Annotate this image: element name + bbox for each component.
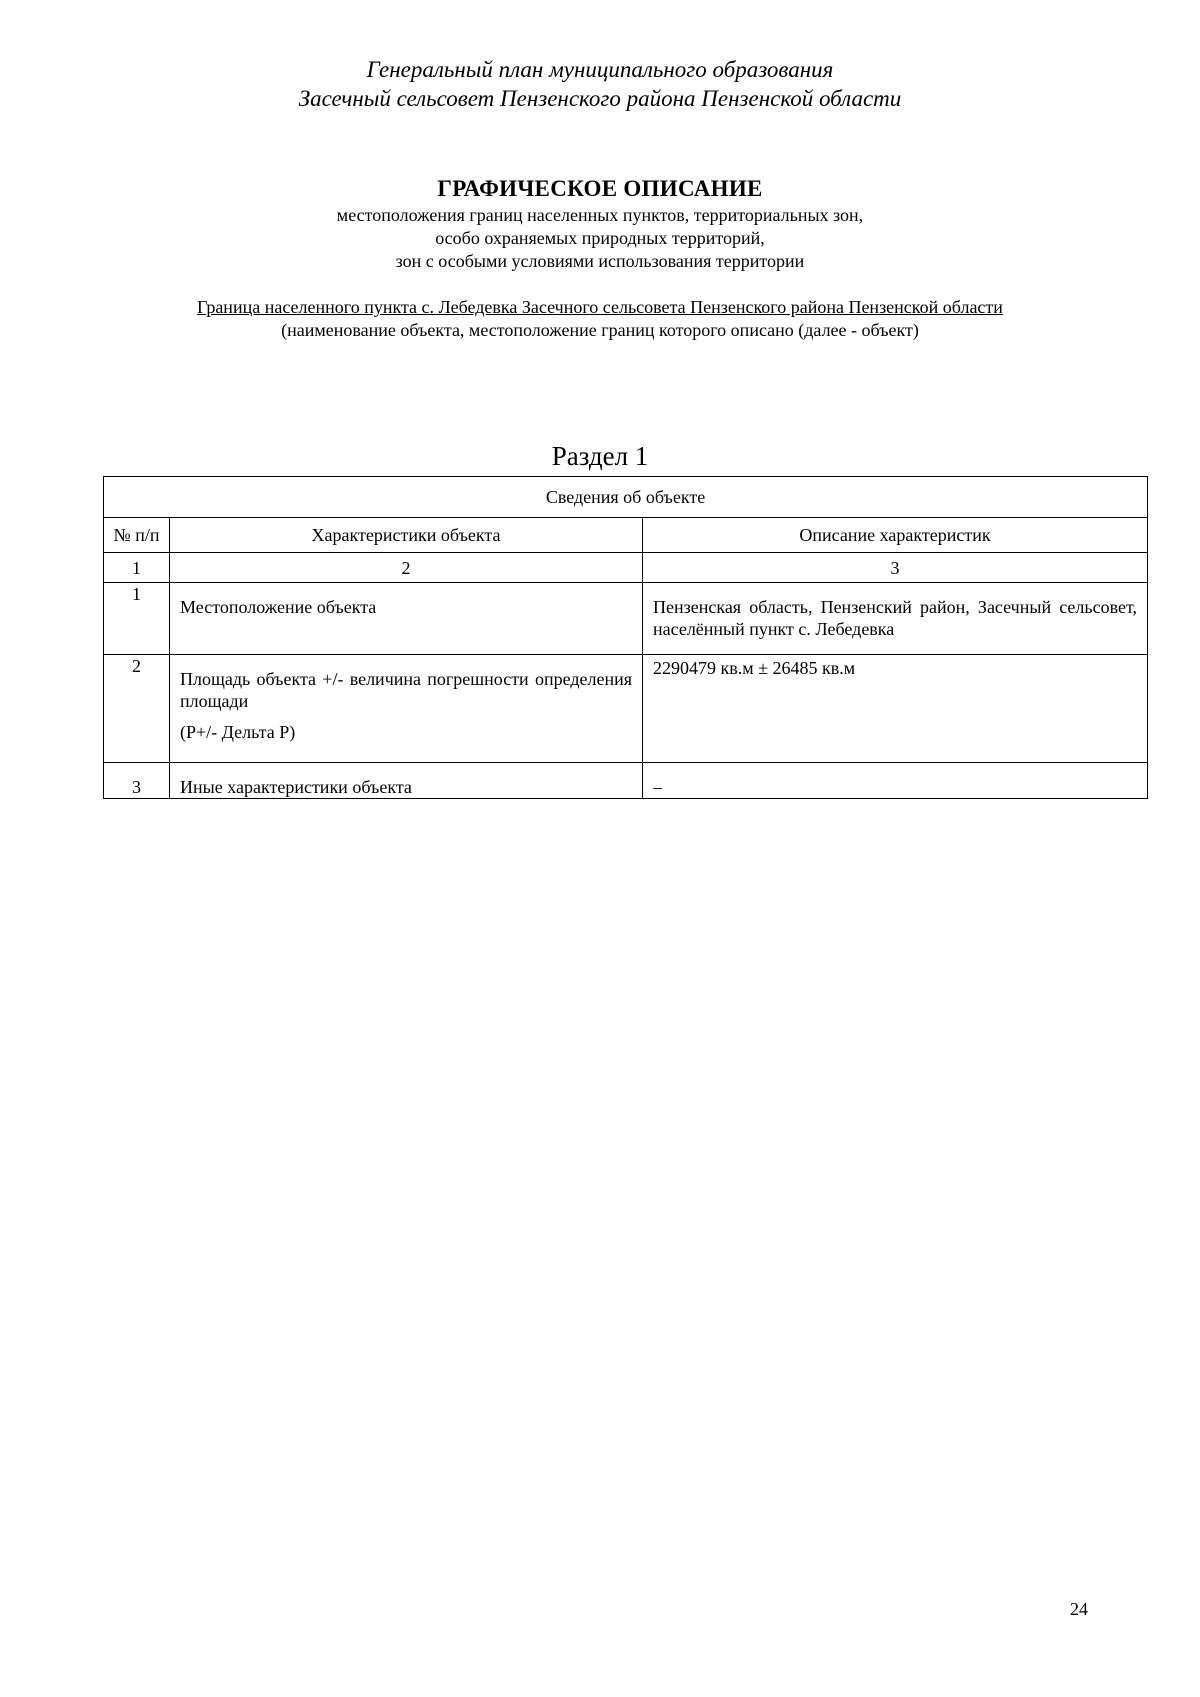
row-number-cell: 2 [104,655,170,763]
column-number-cell: 3 [643,553,1148,583]
row-characteristic-cell [170,583,643,655]
row-characteristic-extra: (Р+/- Дельта Р) [180,722,296,742]
object-block [0,296,1200,342]
row-characteristic-text: Площадь объекта +/- величина погрешности определения площади [180,669,632,711]
object-name: Граница населенного пункта с. Лебедевка Засечного сельсовета Пензенского района Пензенской области [197,297,1003,317]
row-characteristic-cell [170,763,643,799]
row-characteristic-text: Местоположение объекта [180,597,377,617]
subtitle-line-1: местоположения границ населенных пунктов, территориальных зон, [336,205,864,225]
header-line-1: Генеральный план муниципального образования [366,57,834,82]
header-cell-characteristic: Характеристики объекта [170,518,643,553]
document-subtitle [0,204,1200,273]
object-caption: (наименование объекта, местоположение границ которого описано (далее - объект) [281,320,919,340]
subtitle-line-2: особо охраняемых природных территорий, [435,228,765,248]
document-title: ГРАФИЧЕСКОЕ ОПИСАНИЕ [437,176,763,201]
header-line-2: Засечный сельсовет Пензенского района Пензенской области [298,86,902,111]
table-row [104,655,1148,763]
document-header [0,55,1200,113]
row-description-cell: Пензенская область, Пензенский район, Засечный сельсовет, населённый пункт с. Лебедевка [643,583,1148,655]
object-info-table [103,476,1148,799]
header-cell-number: № п/п [104,518,170,553]
table-header-row [104,518,1148,553]
row-description-cell: – [643,763,1148,799]
page-number: 24 [1070,1599,1088,1619]
column-number-row [104,553,1148,583]
column-number-cell: 1 [104,553,170,583]
row-characteristic-text: Иные характеристики объекта [180,777,412,797]
row-number-cell: 1 [104,583,170,655]
table-caption: Сведения об объекте [104,477,1148,518]
row-number-cell: 3 [104,763,170,799]
column-number-cell: 2 [170,553,643,583]
section-title: Раздел 1 [551,441,649,471]
row-characteristic-cell [170,655,643,763]
row-description-cell: 2290479 кв.м ± 26485 кв.м [643,655,1148,763]
table-row [104,763,1148,799]
header-cell-description: Описание характеристик [643,518,1148,553]
table-row [104,583,1148,655]
subtitle-line-3: зон с особыми условиями использования территории [395,251,805,271]
